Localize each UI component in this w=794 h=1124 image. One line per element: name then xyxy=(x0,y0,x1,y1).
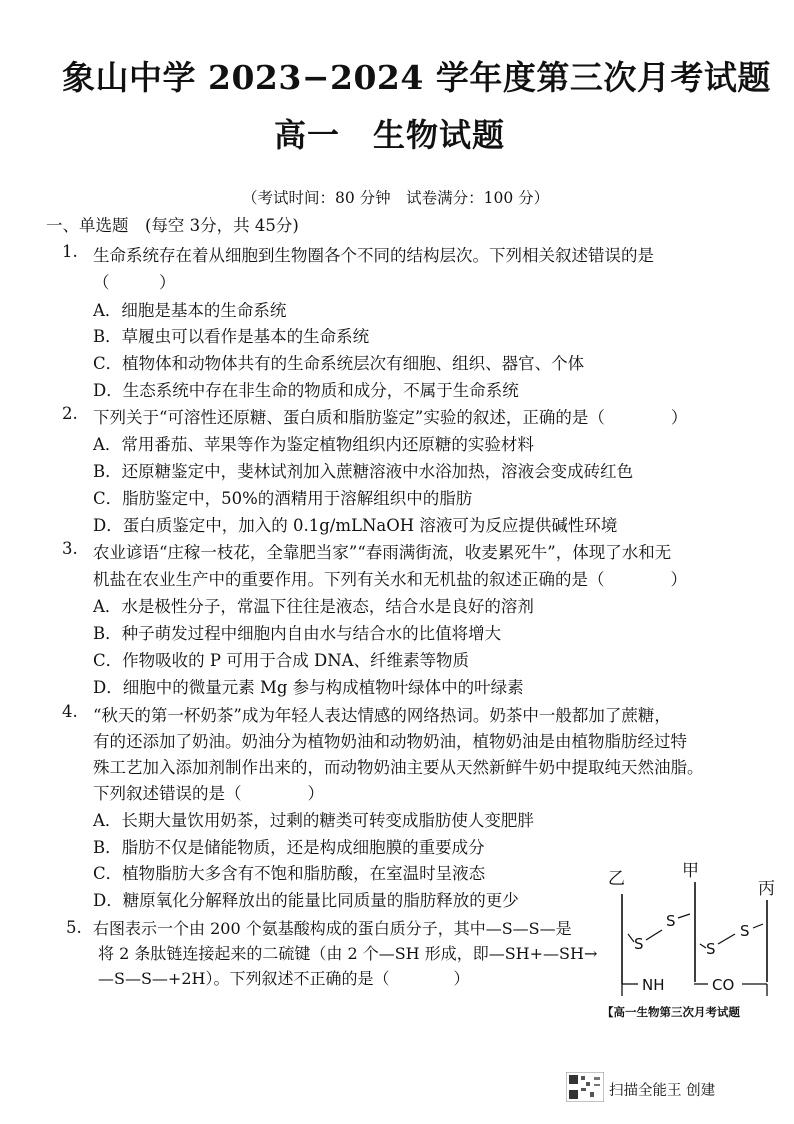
chain-label-bing: 丙 xyxy=(758,879,775,899)
chain-label-yi: 乙 xyxy=(608,869,625,889)
option-b: B．草履虫可以看作是基本的生命系统 xyxy=(93,327,370,346)
option-b: B．种子萌发过程中细胞内自由水与结合水的比值将增大 xyxy=(93,624,502,643)
option-a: A．水是极性分子，常温下往往是液态，结合水是良好的溶剂 xyxy=(93,597,534,616)
sulfur-atom: S xyxy=(740,922,750,940)
option-b: B．脂肪不仅是储能物质，还是构成细胞膜的重要成分 xyxy=(93,838,485,857)
option-d: D．细胞中的微量元素 Mg 参与构成植物叶绿体中的叶绿素 xyxy=(93,678,524,697)
question-stem-line: —S—S—+2H）。下列叙述不正确的是（ ） xyxy=(98,969,470,988)
bond-co: CO xyxy=(712,976,735,994)
exam-title: 象山中学 2023−2024 学年度第三次月考试题 xyxy=(62,58,771,97)
question-stem-line: 农业谚语“庄稼一枝花，全靠肥当家”“春雨满街流，收麦累死牛”，体现了水和无 xyxy=(93,543,672,562)
question-number: 3. xyxy=(62,539,78,558)
disulfide-bond xyxy=(718,934,735,944)
option-d: D．蛋白质鉴定中，加入的 0.1g/mLNaOH 溶液可为反应提供碱性环境 xyxy=(93,516,618,535)
question-number: 1. xyxy=(62,242,78,261)
question-stem-line: 将 2 条肽链连接起来的二硫键（由 2 个—SH 形成，即—SH+—SH→ xyxy=(98,944,598,963)
question-stem-line: 下列叙述错误的是（ ） xyxy=(93,784,324,803)
question-stem-line: 右图表示一个由 200 个氨基酸构成的蛋白质分子，其中—S—S—是 xyxy=(93,919,572,938)
question-stem-line: “秋天的第一杯奶茶”成为年轻人表达情感的网络热词。奶茶中一般都加了蔗糖， xyxy=(93,706,671,725)
sulfur-atom: S xyxy=(706,940,716,958)
option-a: A．长期大量饮用奶茶，过剩的糖类可转变成脂肪使人变肥胖 xyxy=(93,811,534,830)
question-stem-line: 下列关于“可溶性还原糖、蛋白质和脂肪鉴定”实验的叙述，正确的是（ ） xyxy=(93,408,688,427)
question-number: 2. xyxy=(62,404,78,423)
exam-subtitle: 高一 生物试题 xyxy=(274,116,506,154)
option-b: B．还原糖鉴定中，斐林试剂加入蔗糖溶液中水浴加热，溶液会变成砖红色 xyxy=(93,462,634,481)
question-stem-line: 有的还添加了奶油。奶油分为植物奶油和动物奶油，植物奶油是由植物脂肪经过特 xyxy=(93,732,687,751)
protein-disulfide-diagram xyxy=(600,856,790,1096)
qr-code-icon xyxy=(566,1072,604,1102)
option-c: C．作物吸收的 P 可用于合成 DNA、纤维素等物质 xyxy=(93,651,470,670)
sulfur-atom: S xyxy=(666,912,676,930)
section-heading: 一、单选题 (每空 3分，共 45分) xyxy=(46,216,299,235)
option-c: C．脂肪鉴定中，50%的酒精用于溶解组织中的脂肪 xyxy=(93,489,473,508)
question-number: 4. xyxy=(62,702,78,721)
question-stem-line: 殊工艺加入添加剂制作出来的，而动物奶油主要从天然新鲜牛奶中提取纯天然油脂。 xyxy=(93,758,704,777)
question-stem-line: 机盐在农业生产中的重要作用。下列有关水和无机盐的叙述正确的是（ ） xyxy=(93,570,687,589)
answer-blank: （ ） xyxy=(93,273,176,292)
exam-info: （考试时间：80 分钟 试卷满分：100 分） xyxy=(242,189,550,207)
chain-label-jia: 甲 xyxy=(682,861,699,881)
scanner-watermark: 扫描全能王 创建 xyxy=(609,1083,716,1099)
sulfur-atom: S xyxy=(634,935,644,953)
option-a: A．常用番茄、苹果等作为鉴定植物组织内还原糖的实验材料 xyxy=(93,435,534,454)
option-c: C．植物脂肪大多含有不饱和脂肪酸，在室温时呈液态 xyxy=(93,864,486,883)
option-d: D．生态系统中存在非生命的物质和成分，不属于生命系统 xyxy=(93,381,519,400)
question-stem-line: 生命系统存在着从细胞到生物圈各个不同的结构层次。下列相关叙述错误的是 xyxy=(93,246,654,265)
option-a: A．细胞是基本的生命系统 xyxy=(93,301,287,320)
bond-nh: NH xyxy=(642,976,665,994)
question-number: 5. xyxy=(66,918,82,937)
disulfide-bond xyxy=(646,930,662,940)
option-c: C．植物体和动物体共有的生命系统层次有细胞、组织、器官、个体 xyxy=(93,354,585,373)
diagram-caption: 【高一生物第三次月考试题 xyxy=(602,1005,740,1019)
option-d: D．糖原氧化分解释放出的能量比同质量的脂肪释放的更少 xyxy=(93,891,519,910)
